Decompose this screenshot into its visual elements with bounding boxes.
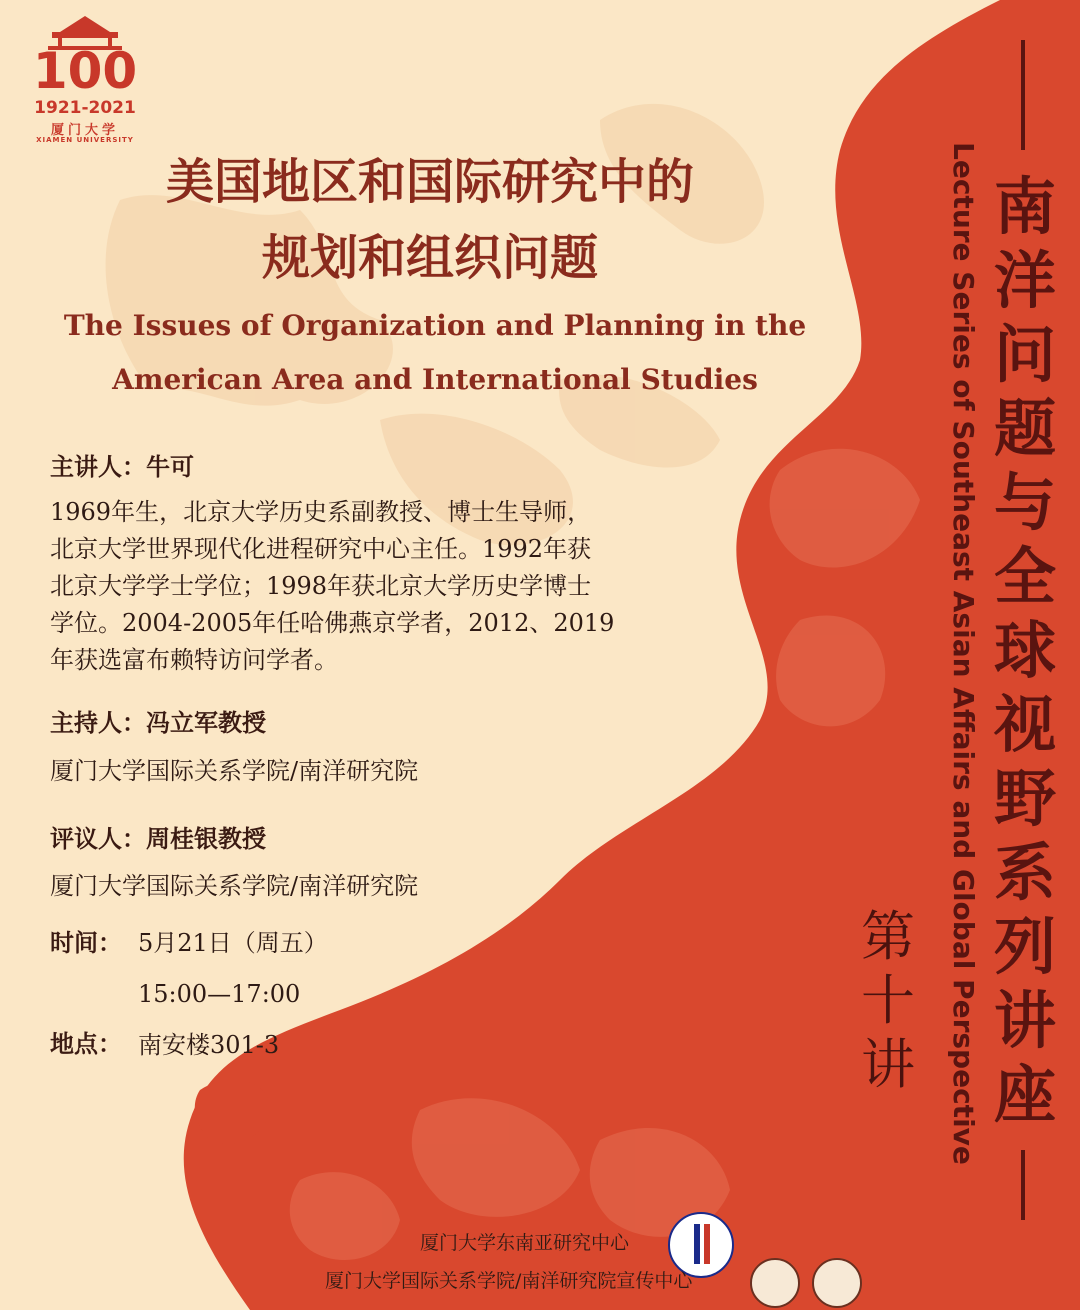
speaker-bio-line: 1969年生，北京大学历史系副教授、博士生导师， [50, 498, 592, 526]
series-divider-bottom [1021, 1150, 1025, 1220]
logo-years: 1921-2021 [34, 98, 136, 118]
title-cn-line2: 规划和组织问题 [261, 230, 598, 286]
host-affiliation: 厦门大学国际关系学院/南洋研究院 [50, 757, 419, 785]
series-char: 座 [993, 1058, 1056, 1131]
series-char: 系 [993, 836, 1056, 909]
time-date: 5月21日（周五） [138, 929, 328, 957]
discussant-affiliation: 厦门大学国际关系学院/南洋研究院 [50, 872, 419, 900]
discussant-label: 评议人：周桂银教授 [50, 825, 266, 853]
series-title-en: Lecture Series of Southeast Asian Affairs and Global Perspective [947, 142, 980, 1165]
speaker-bio-line: 年获选富布赖特访问学者。 [50, 646, 338, 674]
series-char: 题 [993, 392, 1056, 465]
series-char: 南 [993, 170, 1056, 243]
title-en-line2: American Area and International Studies [112, 363, 758, 396]
speaker-label: 主讲人：牛可 [50, 453, 194, 481]
footer-org1: 厦门大学东南亚研究中心 [420, 1232, 630, 1254]
series-char: 问 [993, 318, 1056, 391]
series-char: 视 [993, 688, 1056, 761]
series-char: 讲 [993, 984, 1056, 1057]
footer-org2: 厦门大学国际关系学院/南洋研究院宣传中心 [325, 1270, 693, 1292]
speaker-bio-line: 学位。2004-2005年任哈佛燕京学者，2012、2019 [50, 609, 615, 637]
series-char: 洋 [993, 244, 1056, 317]
series-char: 与 [993, 466, 1056, 539]
society-seal-icon [812, 1258, 862, 1308]
series-char: 列 [993, 910, 1056, 983]
lecture-number-char: 讲 [861, 1033, 915, 1096]
title-cn-line1: 美国地区和国际研究中的 [165, 154, 694, 210]
logo-number: 100 [32, 42, 138, 100]
host-label: 主持人：冯立军教授 [50, 709, 266, 737]
time-label: 时间： [50, 929, 122, 957]
venue-label: 地点： [50, 1030, 122, 1058]
venue-value: 南安楼301-3 [138, 1031, 280, 1059]
institute-seal-icon [750, 1258, 800, 1308]
lecture-number-char: 十 [861, 969, 915, 1032]
speaker-bio-line: 北京大学世界现代化进程研究中心主任。1992年获 [50, 535, 592, 563]
series-divider-top [1021, 40, 1025, 150]
series-char: 球 [993, 614, 1056, 687]
series-title-cn [985, 170, 1065, 1132]
logo-name-en: XIAMEN UNIVERSITY [36, 136, 134, 144]
xmu-centennial-logo [30, 10, 140, 144]
title-en-line1: The Issues of Organization and Planning in the [63, 309, 807, 342]
time-hours: 15:00—17:00 [138, 980, 301, 1008]
logo-name-cn: 厦门大学 [50, 123, 119, 138]
lecture-number-char: 第 [861, 905, 915, 968]
speaker-bio-line: 北京大学学士学位；1998年获北京大学历史学博士 [50, 572, 592, 600]
series-char: 全 [993, 540, 1056, 613]
lecture-number [858, 905, 918, 1097]
series-char: 野 [993, 762, 1056, 835]
